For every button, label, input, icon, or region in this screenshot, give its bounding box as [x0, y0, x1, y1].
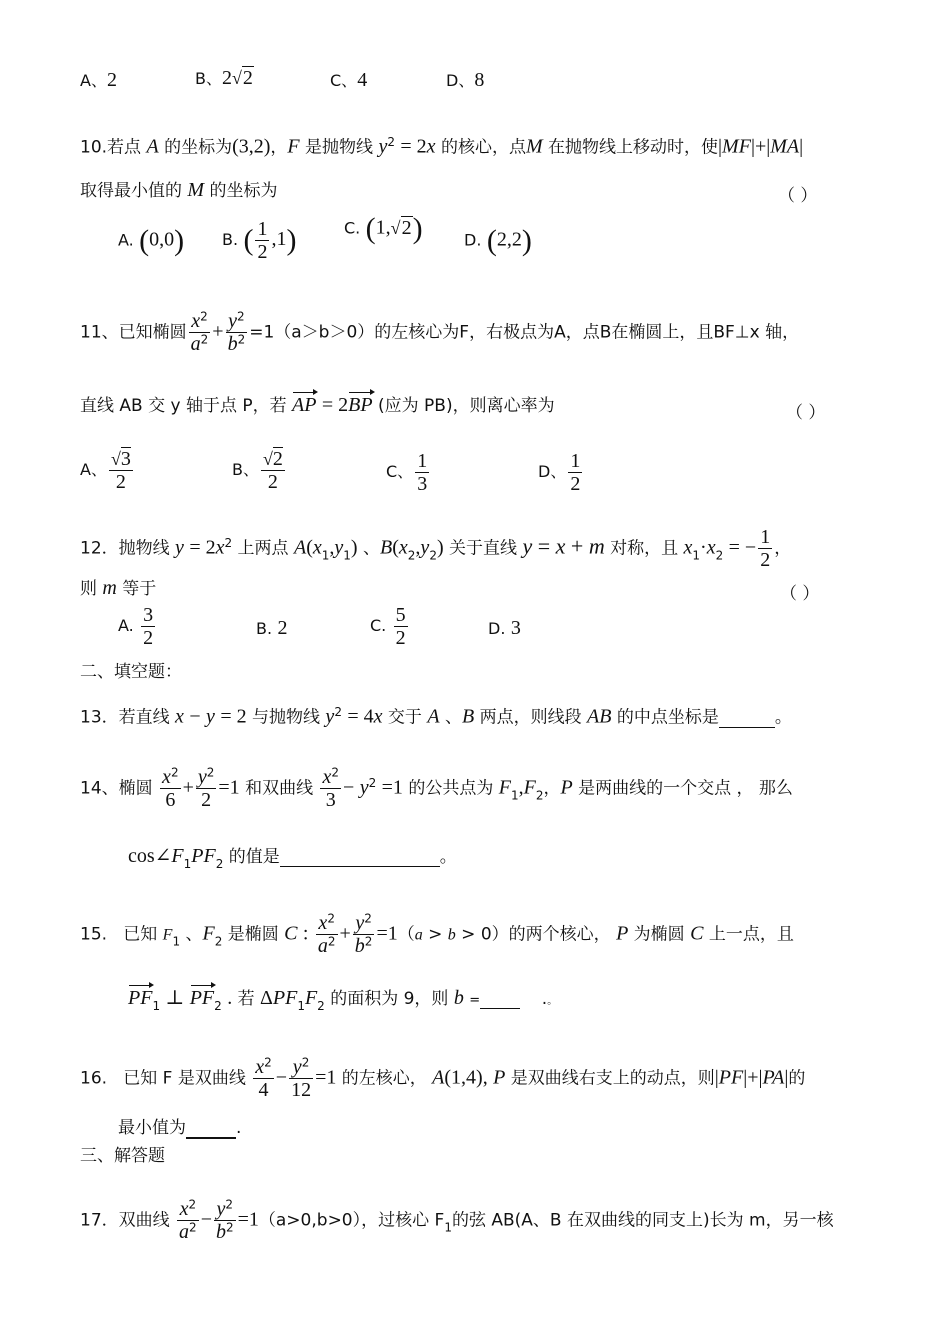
q9-option-d: D、8 — [446, 69, 485, 91]
q11-option-d: D、 $\frac{1}{2}$ — [538, 450, 581, 495]
q10-line2: 取得最小值的 M 的坐标为 — [80, 179, 278, 201]
q16-line2: 最小值为 . — [118, 1118, 242, 1138]
q12-option-c: C. $\frac{5}{2}$ — [370, 604, 406, 649]
section-solution-heading: 三、解答题 — [80, 1146, 165, 1166]
q12-line2: 则 m 等于 — [80, 577, 157, 599]
section-fill-in-heading: 二、填空题： — [80, 662, 182, 682]
q11-answer-paren: （ ） — [786, 403, 826, 423]
q13-text: 13．若直线 x − y = 2 与抛物线 $y^2 = 4x$ 交于 A 、B 两点，则线段 AB 的中点坐标是 。 — [80, 705, 792, 728]
q14-line1: 14、椭圆 $\frac{x^2}{6}$ + $\frac{y^2}{2}$ =1 和双曲线 $\frac{x^2}{3}$ − $y^2 =1$ 的公共点为 $F_1,F_2$，P 是两曲线的一个交点 ， 那么 — [80, 765, 793, 811]
q14-line2: $\cos\angle F_1PF_2$ 的值是 。 — [128, 845, 457, 871]
q10-option-c: C. (1,√2) — [344, 212, 423, 245]
q11-line1-suffix: =1（a＞b＞0）的左核心为F，右极点为A，点B在椭圆上，且BF⊥x 轴， — [249, 322, 800, 343]
q10-option-a: A. (0,0) — [118, 224, 185, 257]
q15-line1: 15. 已知 $F_1$ 、$F_2$ 是椭圆 C : $\frac{x^2}{a^2}$ + $\frac{y^2}{b^2}$ =1（a > b > 0）的两个核心， P 为椭圆 C 上一点，且 — [80, 911, 794, 957]
q15-line2: $PF_1$ ⊥ $PF_2$ . 若 $\Delta PF_1F_2$ 的面积为 9，则 b = .。 — [128, 987, 558, 1013]
q12-line1: 12．抛物线 $y = 2x^2$ 上两点 $A(x_1,y_1)$ 、$B(x_2,y_2)$ 关于直线 y = x + m 对称，且 $x_1\cdot x_2$ = − $\frac{1}{2}$ ， — [80, 526, 792, 571]
q11-option-c: C、 $\frac{1}{3}$ — [386, 450, 428, 495]
q11-line1-prefix: 11、已知椭圆 — [80, 322, 187, 343]
q12-option-b: B. 2 — [256, 617, 288, 639]
q11-option-a: A、 $\frac{√3}{2}$ — [80, 448, 131, 493]
q11-option-b: B、 $\frac{√2}{2}$ — [232, 448, 283, 493]
q16-line1: 16. 已知 F 是双曲线 $\frac{x^2}{4}$ − $\frac{y^2}{12}$ =1 的左核心， A(1,4), P 是双曲线右支上的动点，则|PF|+|PA|的 — [80, 1055, 806, 1101]
q10-option-b: B. ( $\frac{1}{2}$ ,1) — [222, 218, 297, 263]
q10-answer-paren: （ ） — [778, 186, 818, 206]
q9-option-a: A、2 — [80, 69, 117, 91]
q12-option-a: A. $\frac{3}{2}$ — [118, 604, 154, 649]
q12-answer-paren: （ ） — [780, 584, 820, 604]
q11-line1: 11、已知椭圆 $\frac{x^2}{a^2}$ + $\frac{y^2}{b^2}$ =1（a＞b＞0）的左核心为F，右极点为A，点B在椭圆上，且BF⊥x 轴， — [80, 309, 800, 355]
q9-option-b: B、2√2 — [195, 67, 253, 89]
q9-option-c: C、4 — [330, 69, 368, 91]
q10-option-d: D. (2,2) — [464, 224, 532, 257]
q12-option-d: D. 3 — [488, 617, 521, 639]
q17-text: 17．双曲线 $\frac{x^2}{a^2}$ − $\frac{y^2}{b^2}$ =1（a>0,b>0），过核心 $F_1$的弦 AB(A、B 在双曲线的同支上)长为 m，另一核 — [80, 1197, 834, 1243]
q10-line1: 10.若点 A 的坐标为(3,2)，F 是抛物线 $y^2 = 2x$ 的核心，点M 在抛物线上移动时，使|MF|+|MA| — [80, 135, 804, 158]
q11-line2: 直线 AB 交 y 轴于点 P，若 AP = 2BP (应为 PB)，则离心率为 — [80, 394, 555, 416]
